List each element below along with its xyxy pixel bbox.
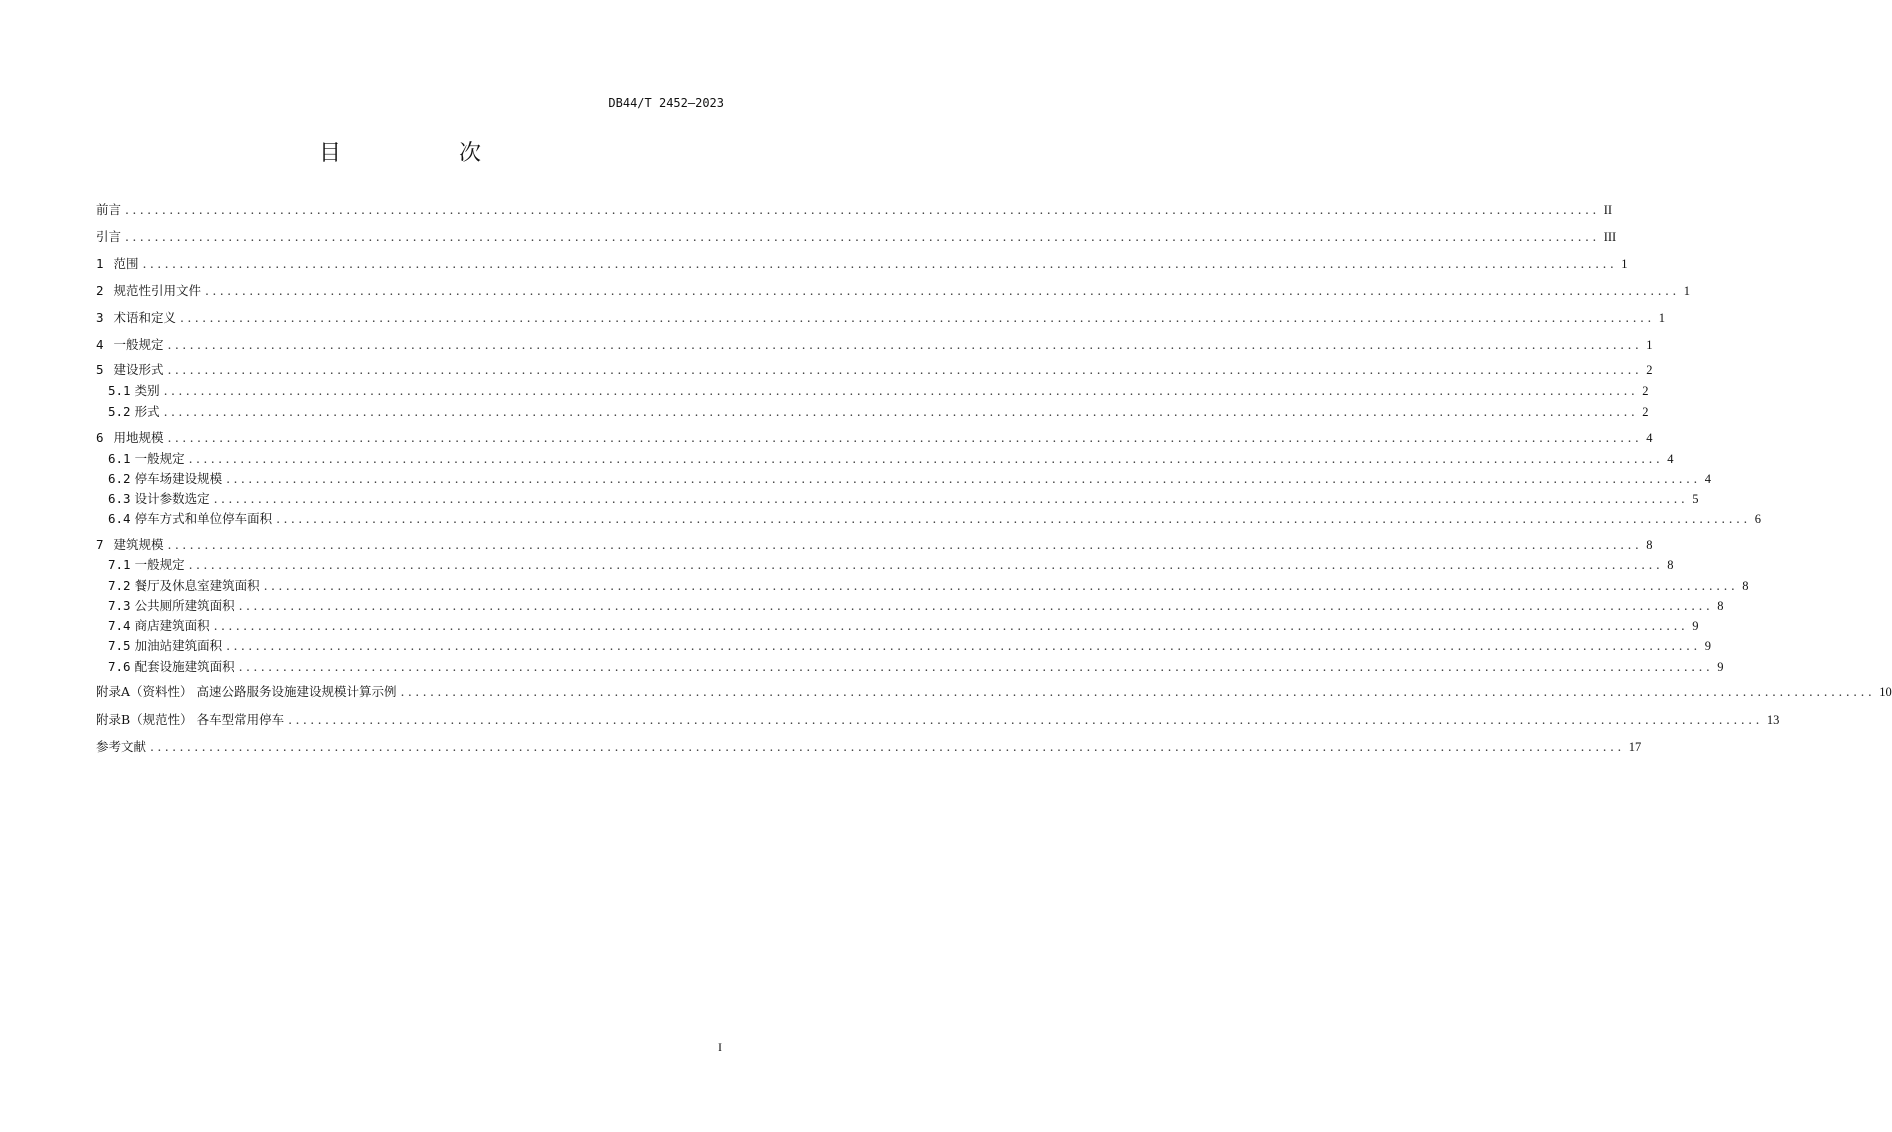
toc-entry-page: 4 [1704, 472, 1712, 486]
page-title: 目 次 [318, 141, 529, 166]
dot-leader: ........................................................................................................................................................................................................ [400, 684, 1876, 699]
toc-entry-title: 停车场建设规模 [134, 471, 223, 486]
toc-entry-title: 附录B（规范性） 各车型常用停车 [96, 712, 285, 727]
toc-entry[interactable] [108, 382, 1649, 400]
toc-entry-number: 7.4 [108, 618, 131, 633]
toc-entry[interactable] [108, 637, 1712, 655]
toc-entry-page: 9 [1717, 660, 1724, 674]
toc-entry-label [108, 577, 260, 595]
toc-entry-page: 13 [1766, 713, 1780, 727]
toc-entry-page: III [1603, 230, 1617, 244]
toc-entry[interactable] [96, 309, 1665, 327]
toc-entry-page: 1 [1683, 284, 1690, 298]
dot-leader: ........................................................................................................................................................................................................ [188, 557, 1664, 572]
toc-entry-page: 9 [1692, 619, 1699, 633]
toc-entry-label [108, 403, 160, 421]
toc-entry-label [96, 429, 164, 447]
toc-entry-page: 17 [1628, 740, 1642, 754]
toc-entry-label [96, 228, 121, 246]
toc-entry-page: 6 [1754, 512, 1762, 526]
dot-leader: ........................................................................................................................................................................................................ [142, 256, 1618, 271]
toc-entry-page: 1 [1658, 311, 1665, 325]
dot-leader: ........................................................................................................................................................................................................ [238, 598, 1714, 613]
toc-entry-number: 4 [96, 337, 104, 352]
toc-entry[interactable] [108, 577, 1749, 595]
toc-entry-title: 参考文献 [96, 739, 147, 754]
toc-entry-title: 设计参数选定 [134, 491, 210, 506]
toc-entry-title: 建筑规模 [113, 537, 164, 552]
dot-leader: ........................................................................................................................................................................................................ [213, 491, 1689, 506]
toc-entry-number: 3 [96, 310, 104, 325]
toc-entry-title: 规范性引用文件 [113, 283, 202, 298]
toc-entry-number: 5 [96, 362, 104, 377]
toc-entry-title: 一般规定 [134, 451, 185, 466]
dot-leader: ........................................................................................................................................................................................................ [226, 471, 1701, 486]
toc-entry-number: 7.2 [108, 578, 131, 593]
toc-entry-label [96, 536, 164, 554]
toc-entry[interactable] [96, 361, 1653, 379]
dot-leader: ........................................................................................................................................................................................................ [226, 638, 1701, 653]
toc-entry[interactable] [108, 510, 1762, 528]
toc-entry[interactable] [108, 450, 1674, 468]
toc-entry-page: 5 [1692, 492, 1699, 506]
dot-leader: ........................................................................................................................................................................................................ [205, 283, 1680, 298]
toc-entry[interactable] [108, 470, 1712, 488]
toc-entry[interactable] [96, 282, 1690, 300]
toc-entry-title: 附录A（资料性） 高速公路服务设施建设规模计算示例 [96, 684, 397, 699]
toc-entry-page: 8 [1717, 599, 1724, 613]
dot-leader: ........................................................................................................................................................................................................ [188, 451, 1664, 466]
toc-entry-title: 形式 [134, 404, 160, 419]
dot-leader: ........................................................................................................................................................................................................ [238, 659, 1714, 674]
toc-entry-number: 6.2 [108, 471, 131, 486]
dot-leader: ........................................................................................................................................................................................................ [167, 430, 1643, 445]
toc-entry-title: 一般规定 [113, 337, 164, 352]
toc-entry-number: 6.3 [108, 491, 131, 506]
page-number: I [718, 1040, 722, 1054]
toc-entry[interactable] [96, 228, 1617, 246]
toc-entry-title: 配套设施建筑面积 [134, 659, 235, 674]
toc-entry-page: 1 [1646, 338, 1653, 352]
toc-entry[interactable] [96, 738, 1642, 756]
toc-entry-title: 商店建筑面积 [134, 618, 210, 633]
toc-entry-label [96, 309, 176, 327]
toc-entry-label [108, 617, 210, 635]
toc-entry-page: 8 [1667, 558, 1674, 572]
toc-entry-title: 引言 [96, 229, 122, 244]
toc-entry-page: 4 [1646, 431, 1653, 445]
toc-entry-label [108, 382, 160, 400]
toc-entry-number: 7.6 [108, 659, 131, 674]
toc-entry-title: 前言 [96, 202, 122, 217]
dot-leader: ........................................................................................................................................................................................................ [150, 739, 1625, 754]
dot-leader: ........................................................................................................................................................................................................ [163, 404, 1639, 419]
toc-entry[interactable] [108, 556, 1674, 574]
toc-entry-label [96, 336, 164, 354]
toc-entry-label [96, 201, 121, 219]
toc-entry-title: 餐厅及休息室建筑面积 [134, 578, 260, 593]
toc-entry-title: 类别 [134, 383, 160, 398]
toc-entry-label [108, 597, 235, 615]
dot-leader: ........................................................................................................................................................................................................ [213, 618, 1689, 633]
toc-entry-title: 术语和定义 [113, 310, 177, 325]
toc-entry-number: 7.3 [108, 598, 131, 613]
toc-entry[interactable] [96, 336, 1653, 354]
toc-entry-title: 范围 [113, 256, 139, 271]
dot-leader: ........................................................................................................................................................................................................ [263, 578, 1739, 593]
toc-entry-page: II [1603, 203, 1613, 217]
toc-entry[interactable] [108, 490, 1699, 508]
dot-leader: ........................................................................................................................................................................................................ [167, 537, 1643, 552]
toc-entry-label [96, 683, 397, 701]
toc-entry-title: 公共厕所建筑面积 [134, 598, 235, 613]
toc-entry[interactable] [96, 536, 1653, 554]
toc-entry-title: 一般规定 [134, 557, 185, 572]
toc-entry[interactable] [96, 201, 1613, 219]
dot-leader: ........................................................................................................................................................................................................ [125, 229, 1600, 244]
toc-entry-label [96, 282, 201, 300]
dot-leader: ........................................................................................................................................................................................................ [167, 362, 1643, 377]
toc-entry-page: 8 [1646, 538, 1653, 552]
dot-leader: ........................................................................................................................................................................................................ [167, 337, 1643, 352]
toc-entry[interactable] [108, 658, 1724, 676]
toc-entry-number: 7 [96, 537, 104, 552]
toc-entry-label [96, 711, 284, 729]
toc-entry[interactable] [108, 617, 1699, 635]
toc-entry-title: 停车方式和单位停车面积 [134, 511, 273, 526]
toc-entry[interactable] [96, 255, 1628, 273]
dot-leader: ........................................................................................................................................................................................................ [180, 310, 1655, 325]
toc-entry[interactable] [96, 683, 1892, 701]
toc-entry-number: 5.1 [108, 383, 131, 398]
toc-entry-label [108, 637, 222, 655]
dot-leader: ........................................................................................................................................................................................................ [163, 383, 1639, 398]
toc-entry-number: 6.1 [108, 451, 131, 466]
toc-entry-title: 建设形式 [113, 362, 164, 377]
toc-entry-number: 7.1 [108, 557, 131, 572]
toc-entry-page: 2 [1642, 405, 1649, 419]
toc-entry-number: 2 [96, 283, 104, 298]
toc-entry[interactable] [96, 429, 1653, 447]
toc-entry-number: 5.2 [108, 404, 131, 419]
toc-entry-label [108, 470, 222, 488]
toc-entry-number: 7.5 [108, 638, 131, 653]
toc-entry-label [108, 510, 272, 528]
toc-entry-page: 8 [1742, 579, 1749, 593]
toc-entry-page: 10 [1879, 685, 1892, 699]
toc-entry-title: 加油站建筑面积 [134, 638, 223, 653]
toc-entry-page: 2 [1646, 363, 1653, 377]
toc-entry-label [96, 255, 139, 273]
dot-leader: ........................................................................................................................................................................................................ [288, 712, 1763, 727]
toc-entry-label [96, 361, 164, 379]
toc-entry-number: 6 [96, 430, 104, 445]
toc-entry-page: 9 [1704, 639, 1712, 653]
toc-entry-label [96, 738, 146, 756]
toc-entry-number: 1 [96, 256, 104, 271]
toc-entry-label [108, 556, 185, 574]
toc-entry-number: 6.4 [108, 511, 131, 526]
dot-leader: ........................................................................................................................................................................................................ [125, 202, 1600, 217]
toc-entry[interactable] [96, 711, 1780, 729]
dot-leader: ........................................................................................................................................................................................................ [276, 511, 1751, 526]
toc-entry-page: 2 [1642, 384, 1649, 398]
toc-entry-page: 1 [1621, 257, 1628, 271]
toc-entry[interactable] [108, 403, 1649, 421]
toc-entry-label [108, 450, 185, 468]
toc-entry-label [108, 490, 210, 508]
toc-entry-label [108, 658, 235, 676]
document-number: DB44/T 2452—2023 [608, 96, 724, 110]
toc-entry-title: 用地规模 [113, 430, 164, 445]
toc-entry[interactable] [108, 597, 1724, 615]
toc-entry-page: 4 [1667, 452, 1674, 466]
